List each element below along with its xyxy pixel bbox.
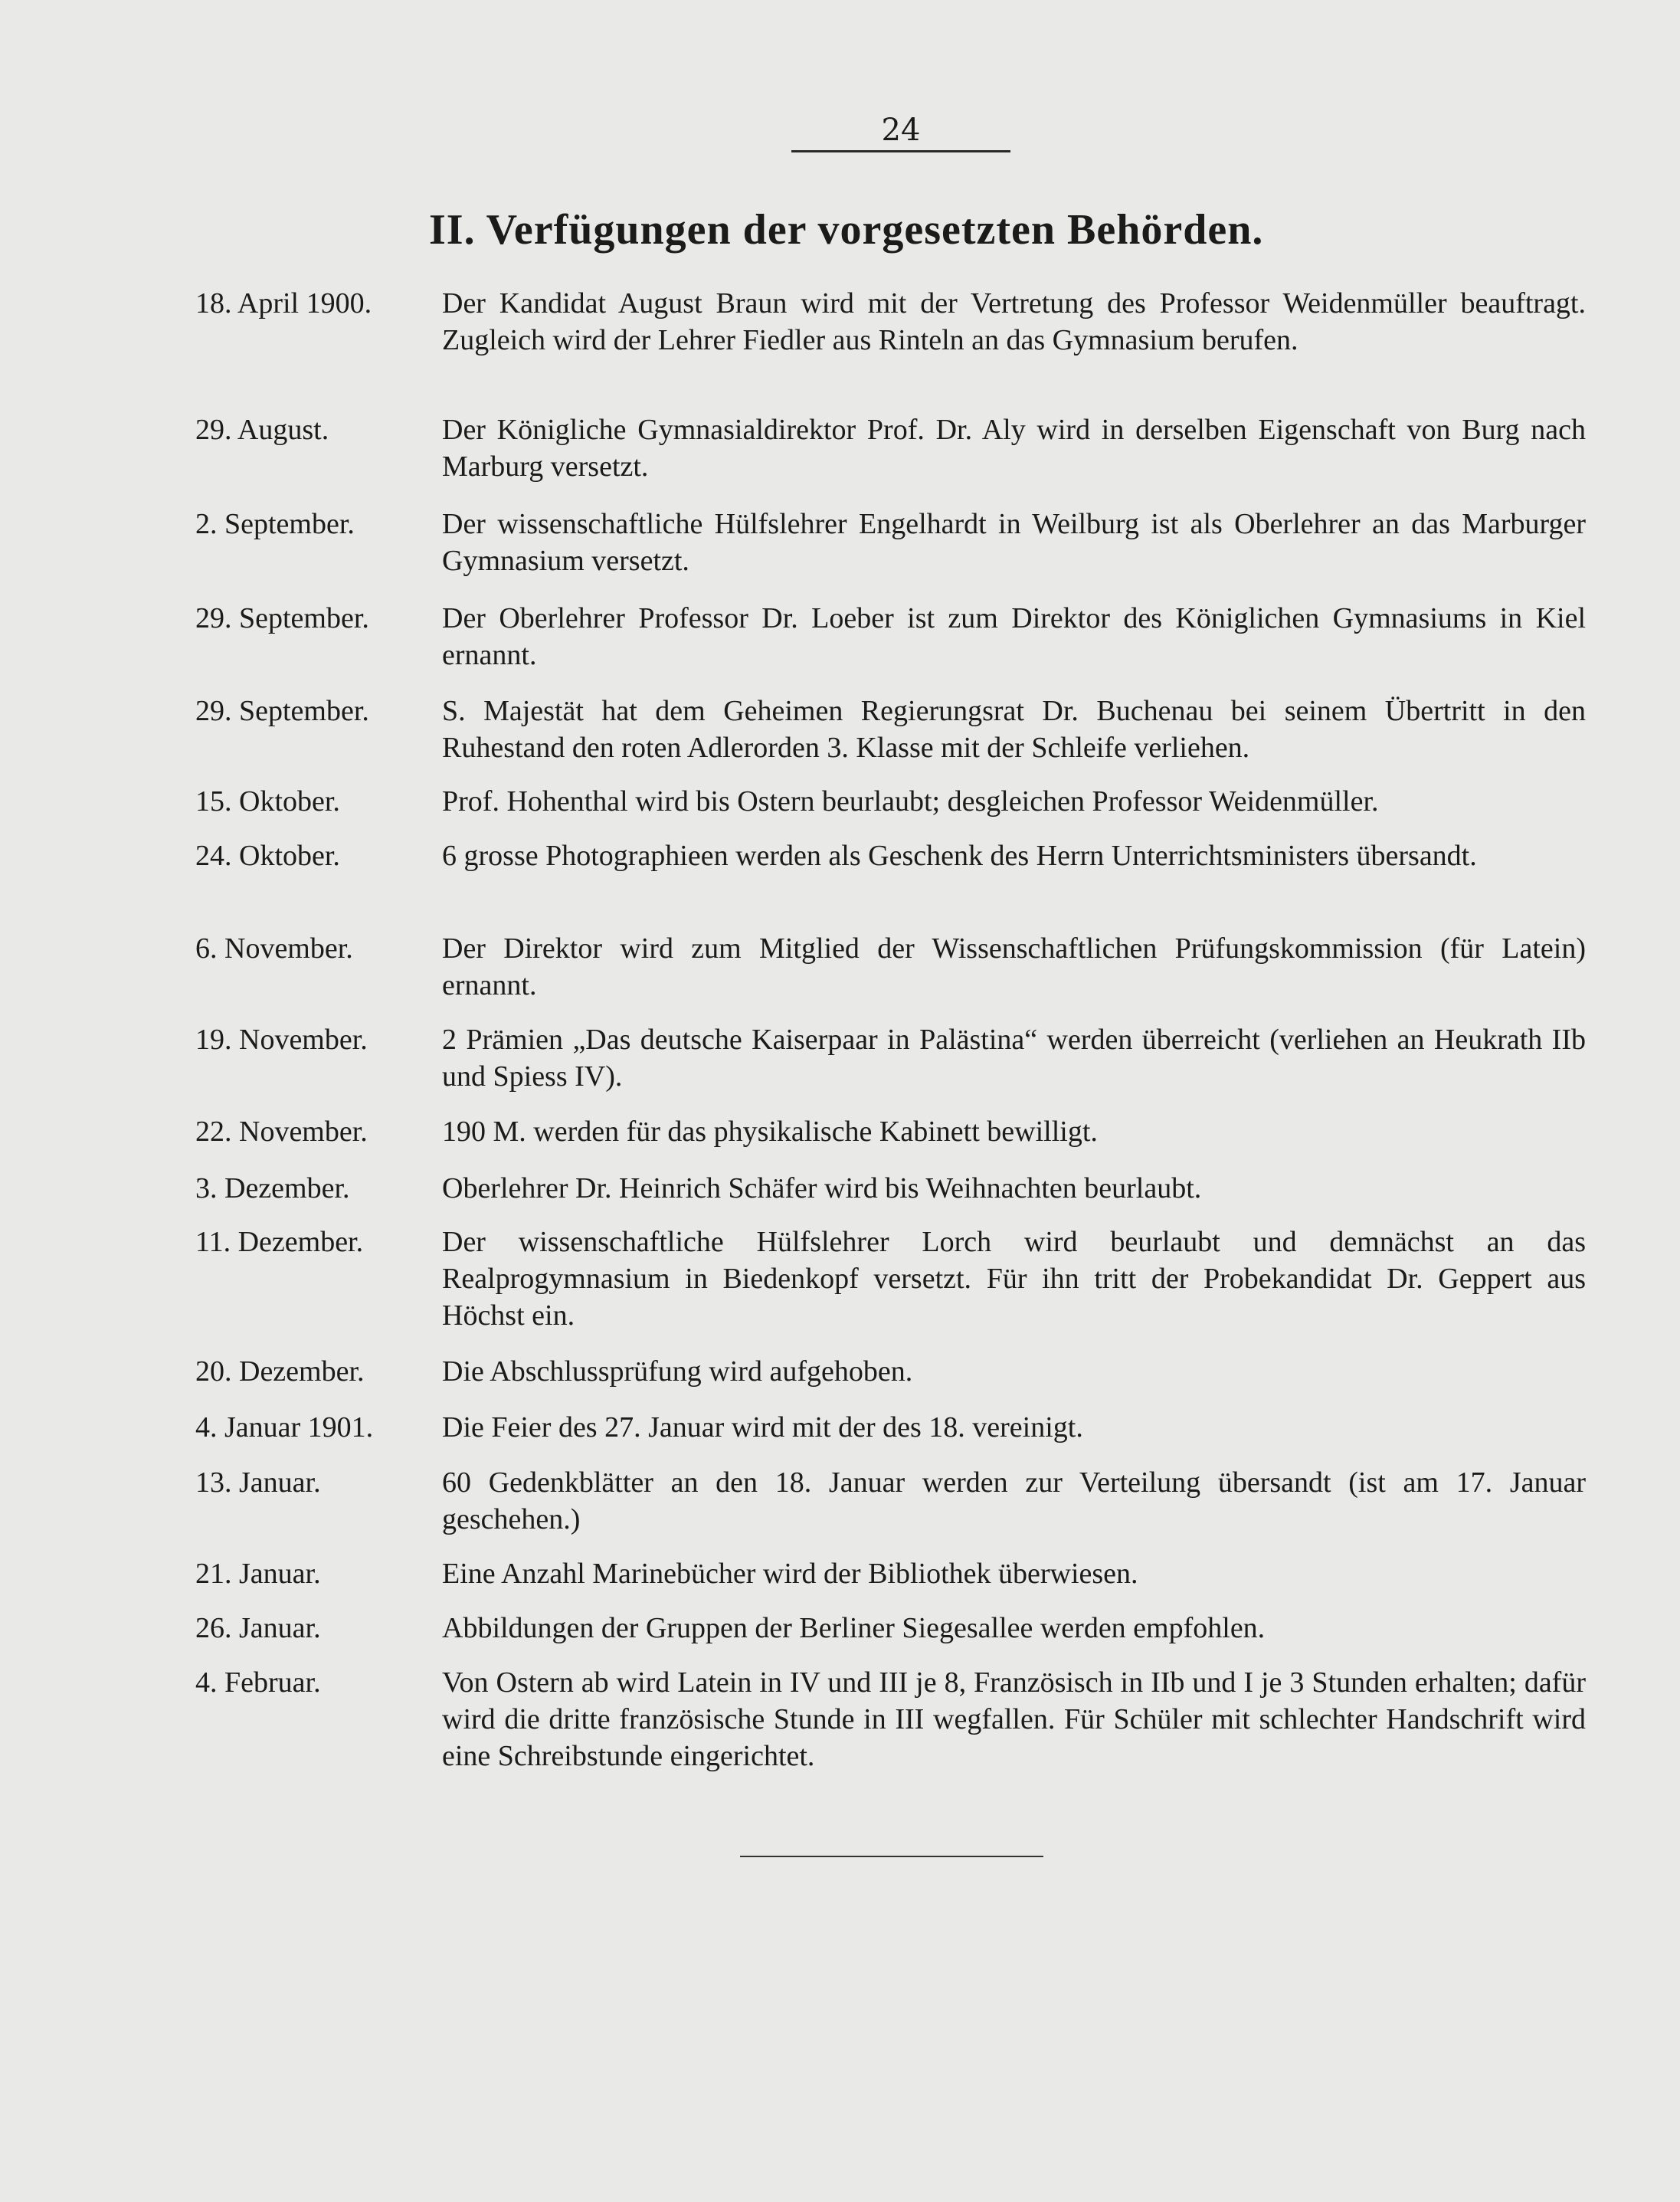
entry-date: 19. November. bbox=[195, 1024, 368, 1056]
entry-date: 11. Dezember. bbox=[195, 1226, 364, 1258]
entry-date: 15. Oktober. bbox=[195, 785, 340, 818]
section-heading: II. Verfügungen der vorgesetzten Behörden. bbox=[429, 206, 1264, 254]
page-number: 24 bbox=[881, 113, 921, 148]
entry-text: Der Königliche Gymnasialdirektor Prof. Dr. Aly wird in derselben Eigenschaft von Burg nach Marburg versetzt. bbox=[442, 414, 1586, 483]
entry-text: 60 Gedenkblätter an den 18. Januar werden zur Verteilung übersandt (ist am 17. Januar geschehen.) bbox=[442, 1466, 1586, 1535]
entry-text: 2 Prämien „Das deutsche Kaiserpaar in Palästina“ werden überreicht (verliehen an Heukrath IIb und Spiess IV). bbox=[442, 1024, 1586, 1093]
entry-date: 4. Januar 1901. bbox=[195, 1411, 374, 1443]
entry-date: 24. Oktober. bbox=[195, 840, 340, 872]
entry-text: Abbildungen der Gruppen der Berliner Siegesallee werden empfohlen. bbox=[442, 1612, 1266, 1644]
entry-date: 18. April 1900. bbox=[195, 287, 372, 319]
closing-rule bbox=[740, 1856, 1043, 1857]
entry-date: 29. August. bbox=[195, 414, 329, 446]
entry-text: Prof. Hohenthal wird bis Ostern beurlaubt; desgleichen Professor Weidenmüller. bbox=[442, 785, 1379, 818]
entry-text: Die Feier des 27. Januar wird mit der des 18. vereinigt. bbox=[442, 1411, 1083, 1443]
entry-date: 21. Januar. bbox=[195, 1558, 321, 1590]
entry-date: 22. November. bbox=[195, 1116, 368, 1148]
entry-text: Der wissenschaftliche Hülfslehrer Engelhardt in Weilburg ist als Oberlehrer an das Marburger Gymnasium versetzt. bbox=[442, 508, 1586, 577]
entry-date: 26. Januar. bbox=[195, 1612, 321, 1644]
entry-text: Der Oberlehrer Professor Dr. Loeber ist zum Direktor des Königlichen Gymnasiums in Kiel ernannt. bbox=[442, 602, 1586, 671]
entry-date: 20. Dezember. bbox=[195, 1355, 365, 1388]
entry-date: 6. November. bbox=[195, 932, 353, 965]
entry-text: 6 grosse Photographieen werden als Geschenk des Herrn Unterrichtsministers übersandt. bbox=[442, 840, 1477, 872]
entry-date: 29. September. bbox=[195, 602, 369, 634]
entry-date: 13. Januar. bbox=[195, 1466, 321, 1499]
entry-text: Oberlehrer Dr. Heinrich Schäfer wird bis Weihnachten beurlaubt. bbox=[442, 1172, 1202, 1204]
entry-text: Eine Anzahl Marinebücher wird der Bibliothek überwiesen. bbox=[442, 1558, 1138, 1590]
entry-text: Der Kandidat August Braun wird mit der Vertretung des Professor Weidenmüller beauftragt. Zugleich wird der Lehrer Fiedler aus Rinteln an das Gymnasium berufen. bbox=[442, 287, 1586, 356]
entry-date: 4. Februar. bbox=[195, 1666, 321, 1699]
entry-text: Von Ostern ab wird Latein in IV und III je 8, Französisch in IIb und I je 3 Stunden erhalten; dafür wird die dritte französische Stunde in III wegfallen. Für Schüler mit schlechter Handschrift wird eine Schreibstunde eingerichtet. bbox=[442, 1666, 1586, 1772]
header-rule bbox=[791, 150, 1010, 152]
entry-text: S. Majestät hat dem Geheimen Regierungsrat Dr. Buchenau bei seinem Übertritt in den Ruhestand den roten Adlerorden 3. Klasse mit der Schleife verliehen. bbox=[442, 695, 1586, 764]
entry-date: 29. September. bbox=[195, 695, 369, 727]
entry-text: 190 M. werden für das physikalische Kabinett bewilligt. bbox=[442, 1116, 1098, 1148]
entry-date: 2. September. bbox=[195, 508, 355, 540]
entry-text: Der wissenschaftliche Hülfslehrer Lorch wird beurlaubt und demnächst an das Realprogymnasium in Biedenkopf versetzt. Für ihn tritt der Probekandidat Dr. Geppert aus Höchst ein. bbox=[442, 1226, 1586, 1332]
entry-text: Die Abschlussprüfung wird aufgehoben. bbox=[442, 1355, 913, 1388]
entry-date: 3. Dezember. bbox=[195, 1172, 350, 1204]
entry-text: Der Direktor wird zum Mitglied der Wissenschaftlichen Prüfungskommission (für Latein) ernannt. bbox=[442, 932, 1586, 1001]
